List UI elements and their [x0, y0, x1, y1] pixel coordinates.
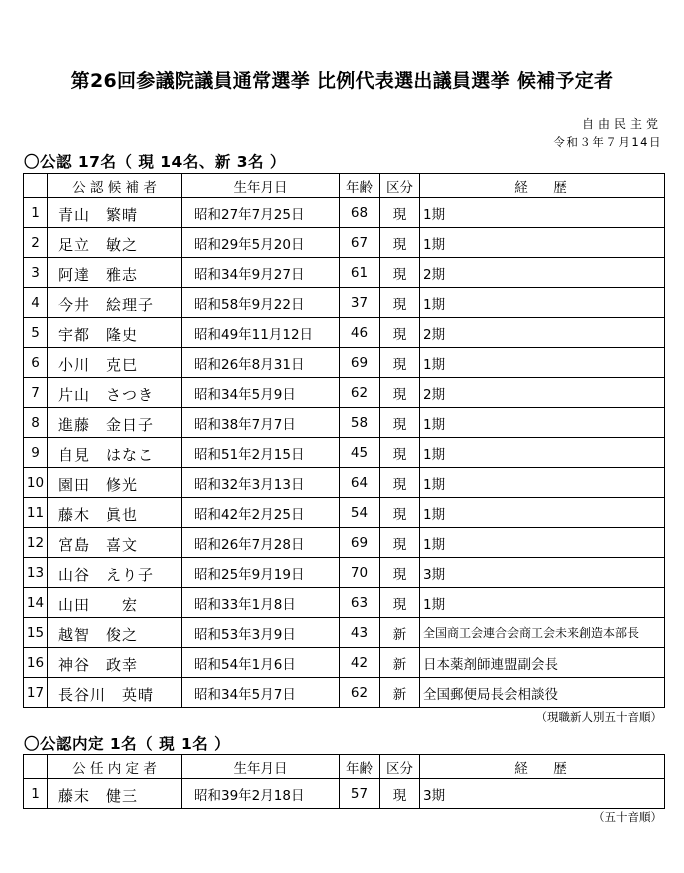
row-number: 9 — [31, 444, 40, 461]
birth-date: 昭和29年5月20日 — [194, 236, 305, 253]
row-number: 15 — [26, 624, 45, 641]
row-number-cell — [24, 348, 48, 378]
birth-date: 昭和25年9月19日 — [194, 566, 305, 583]
career-cell — [420, 468, 665, 498]
status-kubun: 新 — [392, 656, 407, 673]
age-cell — [340, 648, 380, 678]
career: 1期 — [423, 596, 446, 613]
birth-date-cell — [182, 678, 340, 708]
status-kubun-cell — [380, 468, 420, 498]
age-cell — [340, 378, 380, 408]
row-number-cell — [24, 258, 48, 288]
row-number: 1 — [31, 785, 40, 802]
candidate-name: 宇都 隆史 — [58, 326, 139, 344]
section1-note: （現職新人別五十音順） — [535, 710, 662, 724]
career: 1期 — [423, 416, 446, 433]
provisional-table — [23, 754, 665, 809]
row-number: 4 — [31, 294, 40, 311]
row-number: 14 — [26, 594, 45, 611]
candidate-name: 今井 絵理子 — [58, 296, 155, 314]
table-row — [24, 408, 665, 438]
status-kubun-cell — [380, 779, 420, 809]
table-row — [24, 378, 665, 408]
birth-date-cell — [182, 648, 340, 678]
row-number-cell — [24, 528, 48, 558]
header-career: 経 歴 — [420, 755, 665, 779]
status-kubun: 現 — [392, 296, 407, 313]
header-kubun: 区分 — [380, 755, 420, 779]
birth-date: 昭和58年9月22日 — [194, 296, 305, 313]
age-cell — [340, 198, 380, 228]
candidate-name: 園田 修光 — [58, 476, 139, 494]
birth-date: 昭和54年1月6日 — [194, 656, 296, 673]
status-kubun: 現 — [392, 266, 407, 283]
status-kubun: 新 — [392, 626, 407, 643]
career: 2期 — [423, 266, 446, 283]
status-kubun-cell — [380, 378, 420, 408]
career-cell — [420, 318, 665, 348]
header-name: 公 認 候 補 者 — [48, 174, 182, 198]
status-kubun: 現 — [392, 386, 407, 403]
status-kubun: 現 — [392, 536, 407, 553]
birth-date-cell — [182, 288, 340, 318]
row-number-cell — [24, 618, 48, 648]
age-cell — [340, 498, 380, 528]
candidate-name-cell — [48, 348, 182, 378]
header-career: 経 歴 — [420, 174, 665, 198]
row-number-cell — [24, 678, 48, 708]
header-birth: 生年月日 — [182, 755, 340, 779]
career-cell — [420, 779, 665, 809]
candidate-name: 藤末 健三 — [58, 787, 139, 805]
age-cell — [340, 468, 380, 498]
age-cell — [340, 348, 380, 378]
status-kubun: 新 — [392, 686, 407, 703]
row-number-cell — [24, 318, 48, 348]
birth-date-cell — [182, 318, 340, 348]
candidate-name: 片山 さつき — [58, 386, 155, 404]
birth-date: 昭和33年1月8日 — [194, 596, 296, 613]
row-number-cell — [24, 438, 48, 468]
age: 58 — [350, 414, 369, 431]
table-row — [24, 348, 665, 378]
career: 1期 — [423, 356, 446, 373]
status-kubun-cell — [380, 408, 420, 438]
career-cell — [420, 198, 665, 228]
career: 1期 — [423, 476, 446, 493]
candidate-name: 山田 宏 — [58, 596, 139, 614]
age-cell — [340, 438, 380, 468]
career: 1期 — [423, 206, 446, 223]
status-kubun: 現 — [392, 356, 407, 373]
age-cell — [340, 528, 380, 558]
table-header-row — [24, 174, 665, 198]
career-cell — [420, 678, 665, 708]
row-number: 6 — [31, 354, 40, 371]
status-kubun-cell — [380, 648, 420, 678]
birth-date: 昭和26年7月28日 — [194, 536, 305, 553]
header-no — [24, 755, 48, 779]
birth-date: 昭和38年7月7日 — [194, 416, 296, 433]
row-number-cell — [24, 198, 48, 228]
candidate-name: 山谷 えり子 — [58, 566, 155, 584]
age: 37 — [350, 294, 369, 311]
birth-date-cell — [182, 558, 340, 588]
section1-heading: 〇公認 17名（ 現 14名、新 3名 ） — [24, 153, 286, 171]
birth-date-cell — [182, 258, 340, 288]
candidate-name: 阿達 雅志 — [58, 266, 139, 284]
party-name: 自由民主党 — [581, 117, 662, 131]
age: 62 — [350, 384, 369, 401]
age: 62 — [350, 684, 369, 701]
career: 1期 — [423, 296, 446, 313]
table-row — [24, 678, 665, 708]
candidate-name-cell — [48, 678, 182, 708]
birth-date-cell — [182, 468, 340, 498]
table-row — [24, 779, 665, 809]
header-age: 年齢 — [340, 755, 380, 779]
status-kubun: 現 — [392, 596, 407, 613]
career: 1期 — [423, 536, 446, 553]
career-cell — [420, 528, 665, 558]
row-number: 3 — [31, 264, 40, 281]
candidate-name: 足立 敏之 — [58, 236, 139, 254]
birth-date-cell — [182, 588, 340, 618]
table-row — [24, 558, 665, 588]
candidate-name-cell — [48, 558, 182, 588]
career-cell — [420, 558, 665, 588]
age-cell — [340, 678, 380, 708]
candidate-name-cell — [48, 378, 182, 408]
document-date: 令和３年７月14日 — [553, 135, 662, 149]
birth-date: 昭和34年9月27日 — [194, 266, 305, 283]
birth-date: 昭和42年2月25日 — [194, 506, 305, 523]
row-number: 16 — [26, 654, 45, 671]
candidate-name: 青山 繁晴 — [58, 206, 139, 224]
status-kubun-cell — [380, 198, 420, 228]
status-kubun-cell — [380, 348, 420, 378]
career: 全国郵便局長会相談役 — [423, 686, 558, 703]
candidates-table — [23, 173, 665, 708]
birth-date-cell — [182, 779, 340, 809]
document-title: 第26回参議院議員通常選挙 比例代表選出議員選挙 候補予定者 — [70, 70, 614, 92]
row-number-cell — [24, 498, 48, 528]
header-no — [24, 174, 48, 198]
career-cell — [420, 588, 665, 618]
birth-date: 昭和26年8月31日 — [194, 356, 305, 373]
career-cell — [420, 228, 665, 258]
birth-date: 昭和51年2月15日 — [194, 446, 305, 463]
age: 64 — [350, 474, 369, 491]
birth-date: 昭和34年5月7日 — [194, 686, 296, 703]
table-row — [24, 438, 665, 468]
birth-date-cell — [182, 618, 340, 648]
table-row — [24, 198, 665, 228]
age: 69 — [350, 534, 369, 551]
age: 43 — [350, 624, 369, 641]
age: 70 — [350, 564, 369, 581]
birth-date-cell — [182, 378, 340, 408]
age: 45 — [350, 444, 369, 461]
candidate-name-cell — [48, 498, 182, 528]
status-kubun-cell — [380, 228, 420, 258]
age-cell — [340, 288, 380, 318]
age: 68 — [350, 204, 369, 221]
status-kubun-cell — [380, 438, 420, 468]
table-row — [24, 468, 665, 498]
birth-date: 昭和32年3月13日 — [194, 476, 305, 493]
candidate-name-cell — [48, 408, 182, 438]
age-cell — [340, 258, 380, 288]
career: 3期 — [423, 787, 446, 804]
candidate-name-cell — [48, 288, 182, 318]
candidate-name: 進藤 金日子 — [58, 416, 155, 434]
status-kubun: 現 — [392, 476, 407, 493]
career-cell — [420, 408, 665, 438]
status-kubun: 現 — [392, 206, 407, 223]
candidate-name: 藤木 眞也 — [58, 506, 139, 524]
career-cell — [420, 258, 665, 288]
candidate-name: 越智 俊之 — [58, 626, 139, 644]
status-kubun: 現 — [392, 566, 407, 583]
status-kubun-cell — [380, 678, 420, 708]
age-cell — [340, 318, 380, 348]
birth-date-cell — [182, 528, 340, 558]
table-row — [24, 618, 665, 648]
header-birth: 生年月日 — [182, 174, 340, 198]
birth-date: 昭和27年7月25日 — [194, 206, 305, 223]
candidate-name: 小川 克巳 — [58, 356, 139, 374]
candidate-name-cell — [48, 618, 182, 648]
birth-date: 昭和53年3月9日 — [194, 626, 296, 643]
table-row — [24, 528, 665, 558]
birth-date-cell — [182, 408, 340, 438]
row-number: 10 — [26, 474, 45, 491]
status-kubun-cell — [380, 588, 420, 618]
table-row — [24, 258, 665, 288]
candidate-name-cell — [48, 648, 182, 678]
row-number-cell — [24, 558, 48, 588]
career-cell — [420, 288, 665, 318]
candidate-name: 宮島 喜文 — [58, 536, 139, 554]
age-cell — [340, 408, 380, 438]
header-name: 公 任 内 定 者 — [48, 755, 182, 779]
career-cell — [420, 618, 665, 648]
candidate-name: 自見 はなこ — [58, 446, 155, 464]
age: 63 — [350, 594, 369, 611]
career-cell — [420, 378, 665, 408]
table-row — [24, 498, 665, 528]
candidate-name-cell — [48, 228, 182, 258]
status-kubun-cell — [380, 558, 420, 588]
row-number: 13 — [26, 564, 45, 581]
age-cell — [340, 779, 380, 809]
status-kubun-cell — [380, 498, 420, 528]
candidate-name-cell — [48, 588, 182, 618]
career-cell — [420, 648, 665, 678]
status-kubun: 現 — [392, 446, 407, 463]
section2-note: （五十音順） — [593, 810, 662, 824]
status-kubun: 現 — [392, 506, 407, 523]
row-number-cell — [24, 408, 48, 438]
career: 1期 — [423, 236, 446, 253]
career: 全国商工会連合会商工会未来創造本部長 — [423, 626, 640, 640]
birth-date: 昭和49年11月12日 — [194, 326, 314, 343]
row-number: 11 — [26, 504, 45, 521]
status-kubun-cell — [380, 288, 420, 318]
row-number-cell — [24, 648, 48, 678]
row-number: 12 — [26, 534, 45, 551]
birth-date-cell — [182, 498, 340, 528]
age: 61 — [350, 264, 369, 281]
candidate-name-cell — [48, 468, 182, 498]
status-kubun: 現 — [392, 416, 407, 433]
birth-date: 昭和34年5月9日 — [194, 386, 296, 403]
status-kubun: 現 — [392, 787, 407, 804]
status-kubun: 現 — [392, 326, 407, 343]
age-cell — [340, 228, 380, 258]
table-row — [24, 288, 665, 318]
candidate-name-cell — [48, 198, 182, 228]
birth-date-cell — [182, 198, 340, 228]
career: 1期 — [423, 506, 446, 523]
row-number: 7 — [31, 384, 40, 401]
section2-heading: 〇公認内定 1名（ 現 1名 ） — [24, 735, 231, 753]
birth-date: 昭和39年2月18日 — [194, 787, 305, 804]
status-kubun-cell — [380, 528, 420, 558]
row-number-cell — [24, 588, 48, 618]
birth-date-cell — [182, 438, 340, 468]
age: 46 — [350, 324, 369, 341]
age: 67 — [350, 234, 369, 251]
table-header-row — [24, 755, 665, 779]
birth-date-cell — [182, 348, 340, 378]
candidate-name-cell — [48, 779, 182, 809]
status-kubun-cell — [380, 318, 420, 348]
age: 69 — [350, 354, 369, 371]
row-number-cell — [24, 378, 48, 408]
row-number: 2 — [31, 234, 40, 251]
header-kubun: 区分 — [380, 174, 420, 198]
table-row — [24, 588, 665, 618]
career-cell — [420, 348, 665, 378]
career-cell — [420, 438, 665, 468]
row-number-cell — [24, 468, 48, 498]
career-cell — [420, 498, 665, 528]
candidate-name-cell — [48, 438, 182, 468]
candidate-name-cell — [48, 258, 182, 288]
birth-date-cell — [182, 228, 340, 258]
candidate-name: 神谷 政幸 — [58, 656, 139, 674]
status-kubun-cell — [380, 258, 420, 288]
career: 1期 — [423, 446, 446, 463]
status-kubun-cell — [380, 618, 420, 648]
age: 54 — [350, 504, 369, 521]
row-number: 8 — [31, 414, 40, 431]
career: 日本薬剤師連盟副会長 — [423, 656, 558, 673]
row-number: 1 — [31, 204, 40, 221]
age-cell — [340, 588, 380, 618]
age: 42 — [350, 654, 369, 671]
status-kubun: 現 — [392, 236, 407, 253]
header-age: 年齢 — [340, 174, 380, 198]
table-row — [24, 318, 665, 348]
candidate-name-cell — [48, 318, 182, 348]
age: 57 — [350, 785, 369, 802]
table-row — [24, 228, 665, 258]
age-cell — [340, 558, 380, 588]
row-number-cell — [24, 228, 48, 258]
row-number-cell — [24, 779, 48, 809]
table-row — [24, 648, 665, 678]
row-number: 17 — [26, 684, 45, 701]
row-number-cell — [24, 288, 48, 318]
career: 2期 — [423, 386, 446, 403]
age-cell — [340, 618, 380, 648]
candidate-name: 長谷川 英晴 — [58, 686, 155, 704]
career: 2期 — [423, 326, 446, 343]
career: 3期 — [423, 566, 446, 583]
candidate-name-cell — [48, 528, 182, 558]
row-number: 5 — [31, 324, 40, 341]
